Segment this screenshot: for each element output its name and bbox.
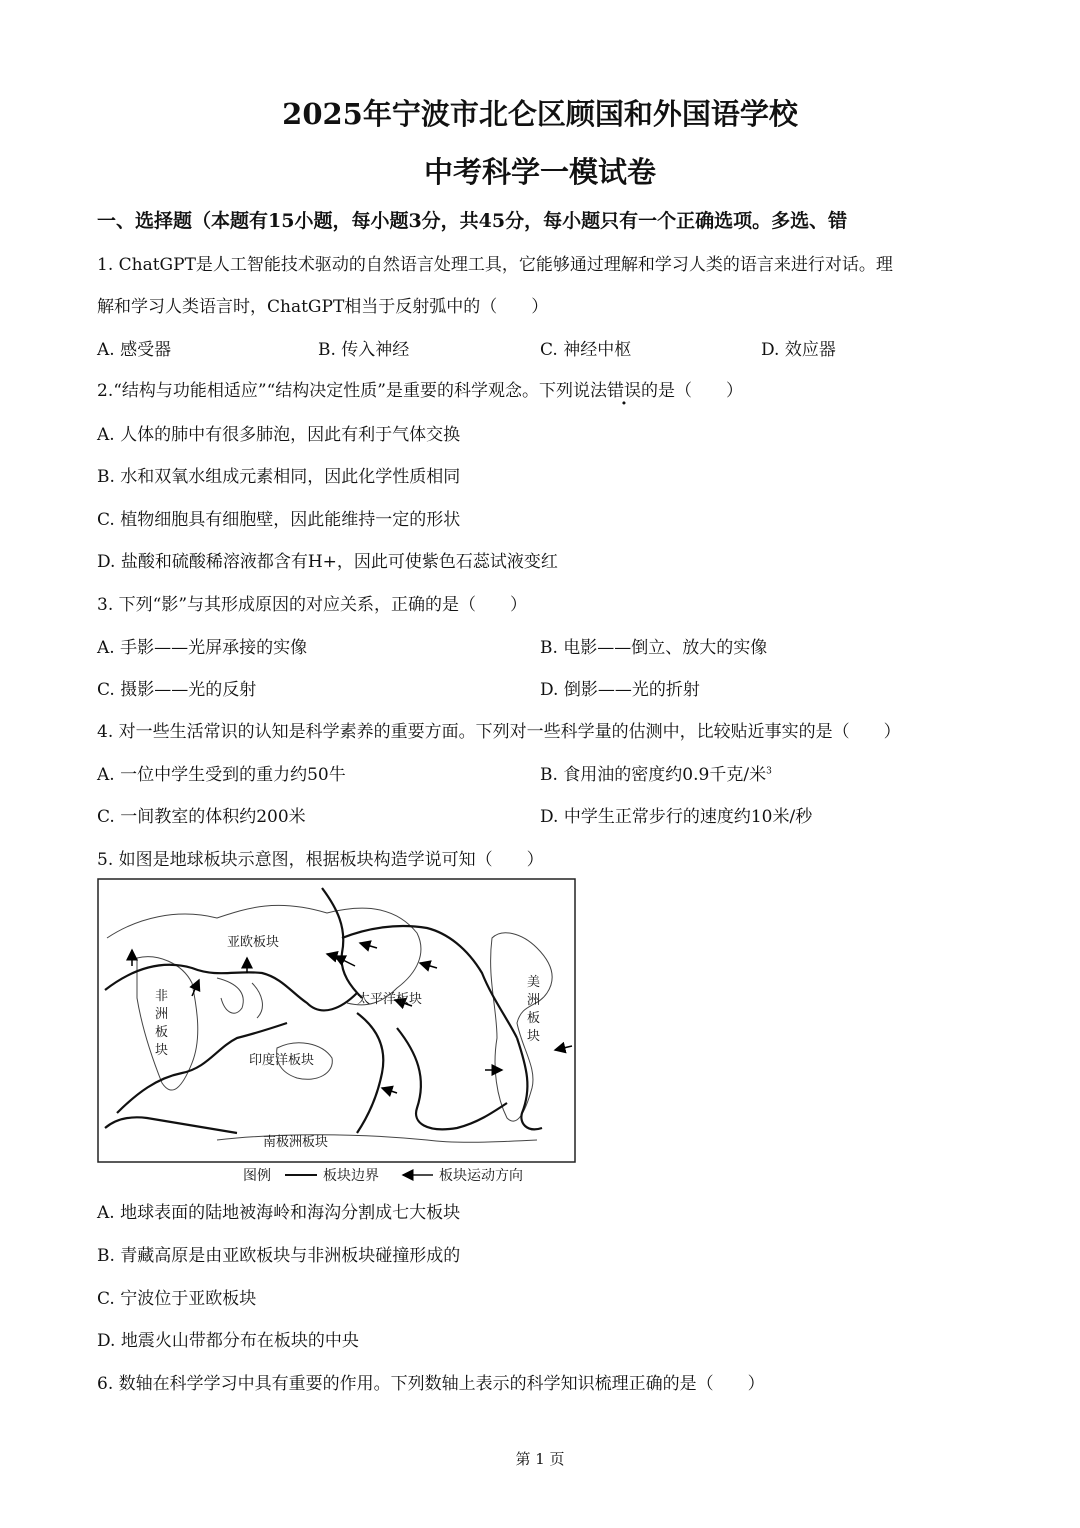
question-2-option-a: A. 人体的肺中有很多肺泡，因此有利于气体交换 [97,425,461,445]
svg-text:板: 板 [527,1011,541,1026]
question-2-option-c: C. 植物细胞具有细胞壁，因此能维持一定的形状 [97,510,461,530]
svg-text:非: 非 [155,989,169,1004]
paper-title-line1: 2025年宁波市北仑区顾国和外国语学校 [282,97,798,131]
question-5-option-a: A. 地球表面的陆地被海岭和海沟分割成七大板块 [97,1203,461,1223]
question-4-option-c: C. 一间教室的体积约200米 [97,807,306,827]
legend-label: 图例 [243,1168,271,1184]
question-5-option-c: C. 宁波位于亚欧板块 [97,1289,257,1309]
question-1-option-a: A. 感受器 [97,340,172,360]
map-legend [243,1167,523,1184]
page-number: 第 1 页 [515,1450,565,1468]
label-indian: 印度洋板块 [249,1053,315,1068]
plate-tectonics-map [97,878,577,1188]
question-2-option-d: D. 盐酸和硫酸稀溶液都含有H+，因此可使紫色石蕊试液变红 [97,552,558,572]
question-1-option-b: B. 传入神经 [318,340,410,360]
question-3-option-b: B. 电影——倒立、放大的实像 [540,638,768,658]
question-4-stem: 4. 对一些生活常识的认知是科学素养的重要方面。下列对一些科学量的估测中，比较贴近事实的是（ ） [97,722,901,742]
paper-title-line2: 中考科学一模试卷 [423,155,656,189]
question-1-line2: 解和学习人类语言时，ChatGPT相当于反射弧中的（ ） [97,297,549,317]
question-3-option-d: D. 倒影——光的折射 [540,680,700,700]
question-6-stem: 6. 数轴在科学学习中具有重要的作用。下列数轴上表示的科学知识梳理正确的是（ ） [97,1374,765,1394]
question-2-stem: 2.“结构与功能相适应”“结构决定性质”是重要的科学观念。下列说法错误的是（ ） [97,381,743,401]
svg-text:洲: 洲 [155,1007,169,1022]
question-5-option-b: B. 青藏高原是由亚欧板块与非洲板块碰撞形成的 [97,1246,461,1266]
question-3-stem: 3. 下列“影”与其形成原因的对应关系，正确的是（ ） [97,595,528,615]
question-5-option-d: D. 地震火山带都分布在板块的中央 [97,1331,359,1351]
label-pacific: 太平洋板块 [357,992,423,1007]
legend-boundary: 板块边界 [323,1168,379,1184]
legend-motion: 板块运动方向 [439,1168,523,1184]
svg-text:洲: 洲 [527,993,541,1008]
question-3-option-a: A. 手影——光屏承接的实像 [97,638,308,658]
emphasis-text: 错误 [606,381,641,401]
question-3-option-c: C. 摄影——光的反射 [97,680,257,700]
question-2-option-b: B. 水和双氧水组成元素相同，因此化学性质相同 [97,467,461,487]
question-5-stem: 5. 如图是地球板块示意图，根据板块构造学说可知（ ） [97,850,544,870]
svg-text:板: 板 [155,1025,169,1040]
question-4-option-b: B. 食用油的密度约0.9千克/米$^3$ [540,765,772,785]
label-eurasian: 亚欧板块 [227,935,280,950]
svg-text:块: 块 [527,1029,541,1044]
question-4-option-d: D. 中学生正常步行的速度约10米/秒 [540,807,813,827]
map-frame [98,879,575,1162]
question-1-option-d: D. 效应器 [761,340,836,360]
svg-text:块: 块 [155,1043,169,1058]
section-heading: 一、选择题（本题有15小题，每小题3分，共45分，每小题只有一个正确选项。多选、错 [97,210,848,232]
svg-text:美: 美 [527,975,541,990]
label-antarctic: 南极洲板块 [263,1135,329,1150]
question-1-line1: 1. ChatGPT是人工智能技术驱动的自然语言处理工具，它能够通过理解和学习人类的语言来进行对话。理 [97,255,893,275]
question-4-option-a: A. 一位中学生受到的重力约50牛 [97,765,346,785]
question-1-option-c: C. 神经中枢 [540,340,632,360]
superscript: 3 [766,766,772,777]
